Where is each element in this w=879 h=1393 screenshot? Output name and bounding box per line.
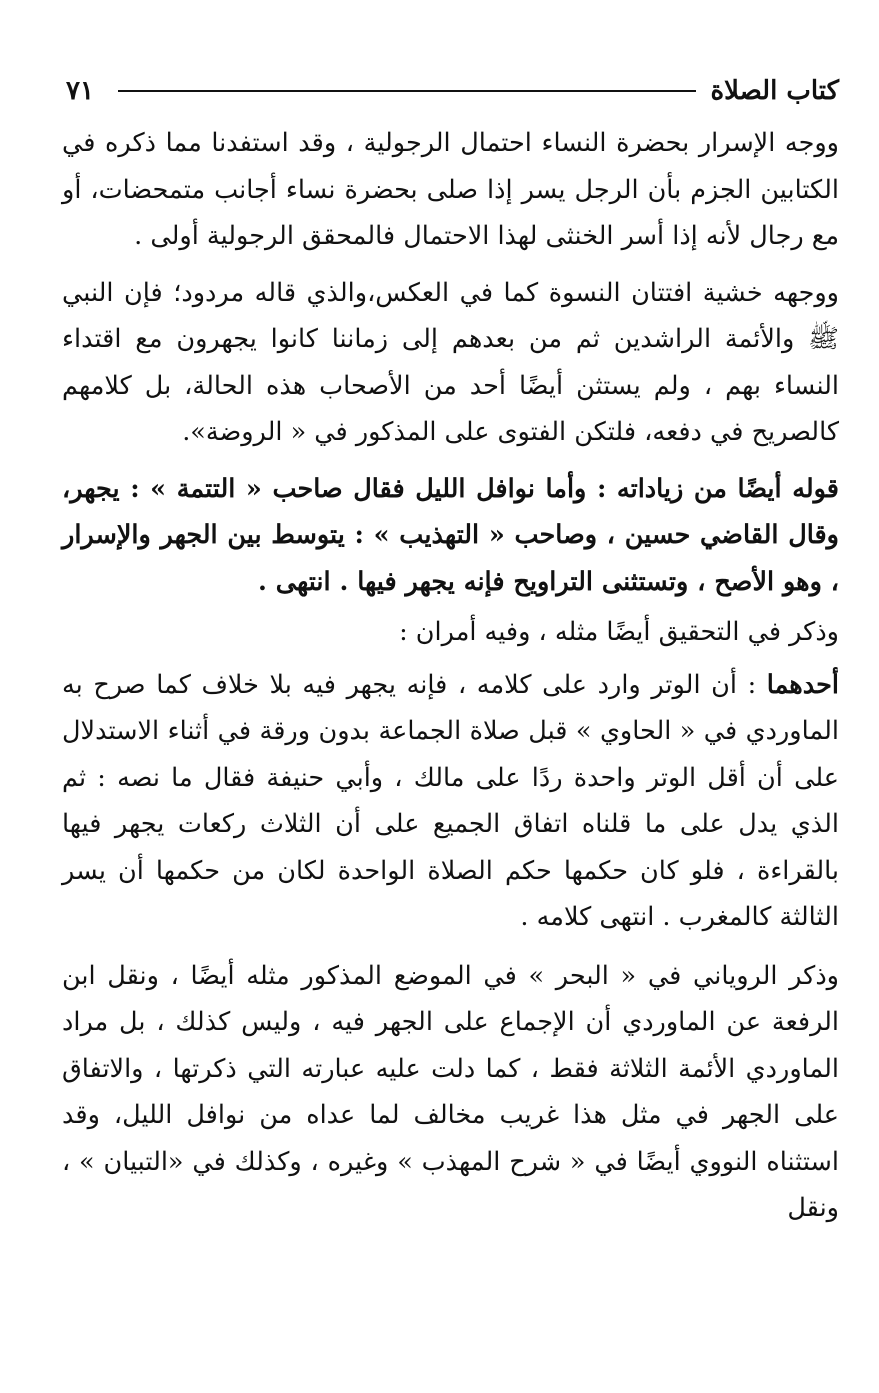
paragraph-2: ووجهه خشية افتتان النسوة كما في العكس،والذي قاله مردود؛ فإن النبي ﷺ والأئمة الراشدين ثم من بعدهم إلى زماننا كانوا يجهرون مع اقتداء النساء بهم ، ولم يستثن أيضًا أحد من الأصحاب هذه الحالة، بل كلامهم كالصريح في دفعه، فلتكن الفتوى على المذكور في « الروضة». [62,277,839,447]
running-header [62,64,839,118]
paragraph-1: ووجه الإسرار بحضرة النساء احتمال الرجولية ، وقد استفدنا مما ذكره في الكتابين الجزم بأن الرجل يسر إذا صلى بحضرة نساء أجانب متمحضات، أو مع رجال لأنه إذا أسر الخنثى لهذا الاحتمال فالمحقق الرجولية أولى . [62,128,839,251]
paragraph-6: وذكر الروياني في « البحر » في الموضع المذكور مثله أيضًا ، ونقل ابن الرفعة عن الماوردي أن الإجماع على الجهر فيه ، وليس كذلك ، بل مراد الماوردي الأئمة الثلاثة فقط ، كما دلت عليه عبارته التي ذكرتها ، والاتفاق على الجهر في مثل هذا غريب مخالف لما عداه من نوافل الليل، وقد استثناه النووي أيضًا في « شرح المهذب » وغيره ، وكذلك في «التبيان » ، ونقل [62,960,839,1223]
paragraph-3-quote: قوله أيضًا من زياداته : وأما نوافل الليل فقال صاحب « التتمة » : يجهر، وقال القاضي حسين ، وصاحب « التهذيب » : يتوسط بين الجهر والإسرار ، وهو الأصح ، وتستثنى التراويح فإنه يجهر فيها . انتهى . [62,473,839,597]
paragraph-5-body: : أن الوتر وارد على كلامه ، فإنه يجهر فيه بلا خلاف كما صرح به الماوردي في « الحاوي » قبل صلاة الجماعة بدون ورقة في أثناء الاستدلال على أن أقل الوتر واحدة ردًا على مالك ، وأبي حنيفة فقال ما نصه : ثم الذي يدل على ما قلناه اتفاق الجميع على أن الثلاث ركعات يجهر فيها بالقراءة ، فلو كان حكمها حكم الصلاة الواحدة لكان من حكمها أن يسر الثالثة كالمغرب . انتهى كلامه . [62,669,839,932]
book-page [62,64,839,1232]
page-number: ٧١ [66,76,94,106]
paragraph-5-lead: أحدهما [766,669,839,700]
paragraph-5 [62,662,839,941]
header-rule [118,90,697,92]
chapter-title: كتاب الصلاة [710,76,839,106]
paragraph-4: وذكر في التحقيق أيضًا مثله ، وفيه أمران : [399,617,839,647]
